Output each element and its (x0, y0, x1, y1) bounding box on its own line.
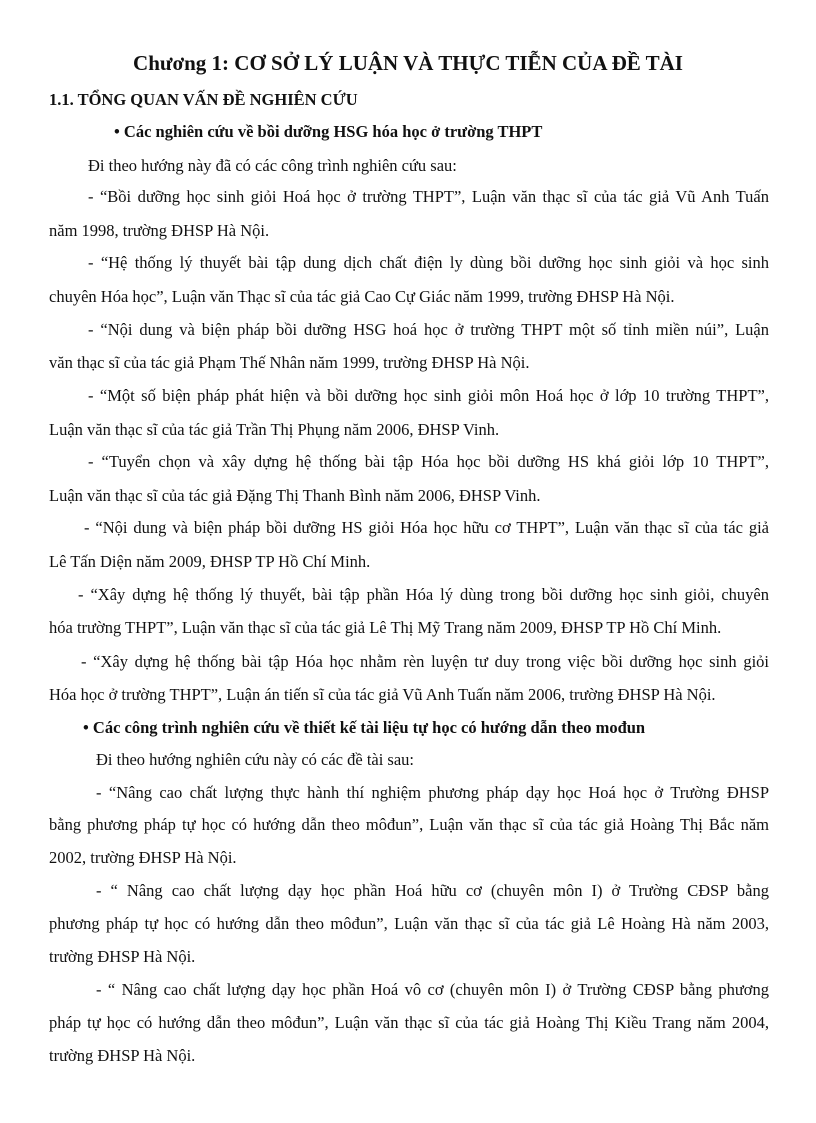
list-item-line: - “Bồi dưỡng học sinh giỏi Hoá học ở trường THPT”, Luận văn thạc sĩ của tác giả Vũ Anh Tuấn (88, 187, 769, 206)
list-item-line: - “ Nâng cao chất lượng dạy học phần Hoá hữu cơ (chuyên môn I) ở Trường CĐSP bằng (96, 881, 769, 900)
list-item-line: phương pháp tự học có hướng dẫn theo môđun”, Luận văn thạc sĩ của tác giả Lê Hoàng Hà năm 2003, (49, 914, 769, 933)
list-item-line: văn thạc sĩ của tác giả Phạm Thế Nhân năm 1999, trường ĐHSP Hà Nội. (49, 353, 530, 372)
list-item-line: hóa trường THPT”, Luận văn thạc sĩ của tác giả Lê Thị Mỹ Trang năm 2009, ĐHSP TP Hồ Chí Minh. (49, 618, 722, 637)
paragraph-intro: Đi theo hướng này đã có các công trình nghiên cứu sau: (88, 156, 457, 175)
list-item-line: bằng phương pháp tự học có hướng dẫn theo môđun”, Luận văn thạc sĩ của tác giả Hoàng Thị Bắc năm (49, 815, 769, 834)
list-item-line: - “Xây dựng hệ thống bài tập Hóa học nhằm rèn luyện tư duy trong việc bồi dưỡng học sinh giỏi (81, 652, 769, 671)
list-item-line: - “ Nâng cao chất lượng dạy học phần Hoá vô cơ (chuyên môn I) ở Trường CĐSP bằng phương (96, 980, 769, 999)
paragraph-intro: Đi theo hướng nghiên cứu này có các đề tài sau: (96, 750, 415, 769)
list-item-line: chuyên Hóa học”, Luận văn Thạc sĩ của tác giả Cao Cự Giác năm 1999, trường ĐHSP Hà Nội. (49, 287, 675, 306)
list-item-line: - “Một số biện pháp phát hiện và bồi dưỡng học sinh giỏi môn Hoá học ở lớp 10 trường THPT”, (88, 386, 769, 405)
section-heading: 1.1. TỔNG QUAN VẤN ĐỀ NGHIÊN CỨU (49, 90, 358, 109)
list-item-line: - “Hệ thống lý thuyết bài tập dung dịch chất điện ly dùng bồi dưỡng học sinh giỏi và học sinh (88, 253, 769, 272)
chapter-title: Chương 1: CƠ SỞ LÝ LUẬN VÀ THỰC TIỄN CỦA ĐỀ TÀI (133, 51, 683, 75)
list-item-line: trường ĐHSP Hà Nội. (49, 947, 196, 966)
list-item-line: pháp tự học có hướng dẫn theo môđun”, Luận văn thạc sĩ của tác giả Hoàng Thị Kiều Trang năm 2004, (49, 1013, 769, 1032)
list-item-line: - “Nâng cao chất lượng thực hành thí nghiệm phương pháp dạy học Hoá học ở Trường ĐHSP (96, 783, 769, 802)
subsection-heading-module: • Các công trình nghiên cứu về thiết kế tài liệu tự học có hướng dẫn theo mođun (83, 718, 646, 737)
list-item-line: - “Nội dung và biện pháp bồi dưỡng HSG hoá học ở trường THPT một số tỉnh miền núi”, Luận (88, 320, 769, 339)
list-item-line: Luận văn thạc sĩ của tác giả Trần Thị Phụng năm 2006, ĐHSP Vinh. (49, 420, 500, 439)
list-item-line: Luận văn thạc sĩ của tác giả Đặng Thị Thanh Bình năm 2006, ĐHSP Vinh. (49, 486, 541, 505)
list-item-line: - “Xây dựng hệ thống lý thuyết, bài tập phần Hóa lý dùng trong bồi dưỡng học sinh giỏi, chuyên (78, 585, 769, 604)
list-item-line: Hóa học ở trường THPT”, Luận án tiến sĩ của tác giả Vũ Anh Tuấn năm 2006, trường ĐHSP Hà Nội. (49, 685, 716, 704)
list-item-line: 2002, trường ĐHSP Hà Nội. (49, 848, 237, 867)
list-item-line: - “Nội dung và biện pháp bồi dưỡng HS giỏi Hóa học hữu cơ THPT”, Luận văn thạc sĩ của tác giả (84, 518, 769, 537)
list-item-line: Lê Tấn Diện năm 2009, ĐHSP TP Hồ Chí Minh. (49, 552, 371, 571)
list-item-line: năm 1998, trường ĐHSP Hà Nội. (49, 221, 270, 240)
list-item-line: - “Tuyển chọn và xây dựng hệ thống bài tập Hóa học bồi dưỡng HS khá giỏi lớp 10 THPT”, (88, 452, 769, 471)
list-item-line: trường ĐHSP Hà Nội. (49, 1046, 196, 1065)
subsection-heading-hsg: • Các nghiên cứu về bồi dưỡng HSG hóa học ở trường THPT (114, 122, 543, 141)
